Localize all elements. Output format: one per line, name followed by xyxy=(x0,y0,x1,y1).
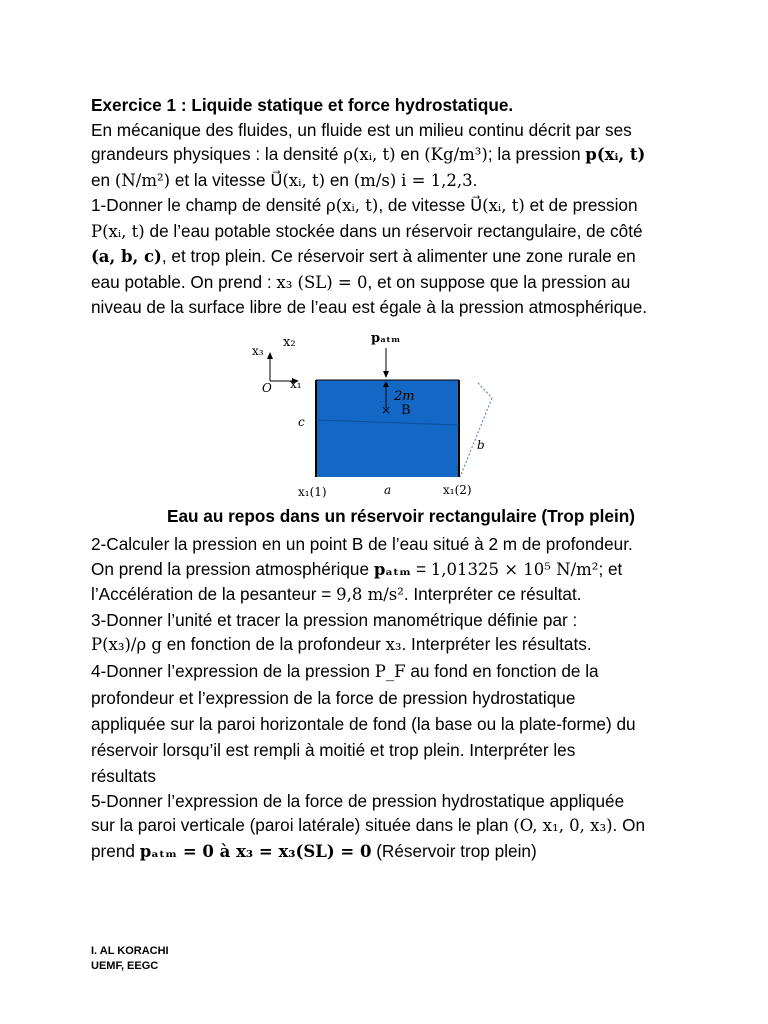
q2-line-3 xyxy=(91,582,679,608)
q4-text: 4-Donner l’expression de la pression xyxy=(91,660,375,681)
boundary-condition: pₐₜₘ = 0 à x₃ = x₃(SL) = 0 xyxy=(139,841,372,861)
patm-arrow-head xyxy=(383,371,389,378)
q1-line-1 xyxy=(91,193,679,219)
q5-text: sur la paroi verticale (paroi latérale) située dans le plan xyxy=(91,815,514,835)
q1-text: et de pression xyxy=(524,195,638,215)
axis-x1-label: x₁ xyxy=(290,377,302,391)
depth-label: 2m xyxy=(394,389,415,404)
dimension-a-label: a xyxy=(384,483,392,497)
footer xyxy=(91,944,169,974)
q4-line-2: profondeur et l’expression de la force de pression hydrostatique xyxy=(91,687,576,708)
q5-text: prend xyxy=(91,840,140,861)
intro-text: en xyxy=(395,144,425,164)
intro-text: en xyxy=(325,169,354,190)
water-body xyxy=(316,380,459,477)
density-symbol: ρ(xᵢ, t) xyxy=(343,145,396,164)
exercise-title: Exercice 1 : Liquide statique et force hydrostatique. xyxy=(91,95,514,115)
q5-line-1: 5-Donner l’expression de la force de pression hydrostatique appliquée xyxy=(91,790,625,811)
q4-text: au fond en fonction de la xyxy=(405,660,599,681)
q2-text: = xyxy=(411,558,431,579)
velocity-symbol: U⃗(xᵢ, t) xyxy=(270,170,326,190)
q2-text: l’Accélération de la pesanteur = xyxy=(91,584,337,604)
pressure-unit: (N/m²) xyxy=(114,170,171,190)
q1-line-3 xyxy=(91,244,679,270)
q5-text: . On xyxy=(612,815,646,835)
patm-value: 1,01325 × 10⁵ N/m² xyxy=(430,559,599,579)
intro-text: ; la pression xyxy=(487,144,586,164)
q4-line-5: résultats xyxy=(91,765,156,786)
pressure-symbol: P(xᵢ, t) xyxy=(91,221,145,241)
footer-affiliation: UEMF, EEGC xyxy=(91,960,159,972)
gravity-value: 9,8 m/s² xyxy=(336,585,404,604)
x2-arrow xyxy=(267,352,273,359)
q2-text: ; et xyxy=(598,558,623,579)
axis-x3-label: x₃ xyxy=(252,344,264,358)
index-range: i = 1,2,3 xyxy=(401,170,473,190)
reservoir-figure xyxy=(0,328,768,508)
q1-line-4 xyxy=(91,270,679,296)
q4-line-1 xyxy=(91,658,679,685)
intro-line-2 xyxy=(91,142,679,168)
intro-line-1: En mécanique des fluides, un fluide est un milieu continu décrit par ses xyxy=(91,119,632,140)
q3-text: . Interpréter les résultats. xyxy=(401,634,592,654)
q4-block xyxy=(91,658,679,789)
dimensions-symbol: (a, b, c) xyxy=(91,247,162,266)
point-b-label: B xyxy=(401,403,411,418)
q1-text: , de vitesse xyxy=(378,195,471,215)
point-b-marker: × xyxy=(381,403,392,417)
pressure-symbol: p(xᵢ, t) xyxy=(585,145,646,164)
q1-text: 1-Donner le champ de densité xyxy=(91,195,327,215)
velocity-unit: (m/s) xyxy=(353,170,397,190)
density-unit: (Kg/m³) xyxy=(424,145,488,164)
q3-line-1: 3-Donner l’unité et tracer la pression manométrique définie par : xyxy=(91,609,578,630)
patm-label: pₐₜₘ xyxy=(371,331,401,346)
q1-line-5: niveau de la surface libre de l’eau est égale à la pression atmosphérique. xyxy=(91,297,648,317)
intro-text: . xyxy=(472,169,478,190)
q1-text: de l’eau potable stockée dans un réservoir rectangulaire, de côté xyxy=(144,220,643,241)
q3-line-2 xyxy=(91,632,679,658)
perspective-edge xyxy=(460,398,492,477)
q2-line-2 xyxy=(91,557,679,583)
intro-text: et la vitesse xyxy=(170,169,271,190)
q2-text: On prend la pression atmosphérique xyxy=(91,558,374,579)
depth-variable: x₃ xyxy=(385,635,402,654)
axis-x2-label: x₂ xyxy=(283,335,296,350)
perspective-edge xyxy=(478,383,492,398)
plane-symbol: (O, x₁, 0, x₃) xyxy=(513,816,613,835)
q1-text: eau potable. On prend : xyxy=(91,271,277,292)
q5-text: (Réservoir trop plein) xyxy=(371,840,537,861)
intro-text: en xyxy=(91,169,115,190)
velocity-symbol: U⃗(xᵢ, t) xyxy=(470,196,525,215)
questions-block xyxy=(91,532,679,864)
dimension-b-label: b xyxy=(477,438,485,452)
intro-line-3 xyxy=(91,168,679,194)
dimension-c-label: c xyxy=(298,415,305,429)
free-surface-condition: x₃ (SL) = 0 xyxy=(276,272,368,292)
q2-line-1: 2-Calculer la pression en un point B de l’eau situé à 2 m de profondeur. xyxy=(91,534,633,554)
q3-text: en fonction de la profondeur xyxy=(161,634,386,654)
q4-line-4: réservoir lorsqu’il est rempli à moitié et trop plein. Interpréter les xyxy=(91,739,576,760)
q1-line-2 xyxy=(91,219,679,245)
x1-position-2-label: x₁(2) xyxy=(443,483,472,497)
patm-symbol: pₐₜₘ xyxy=(373,559,412,579)
exercise-block xyxy=(91,93,679,320)
footer-author: I. AL KORACHI xyxy=(91,945,169,957)
gauge-pressure-expression: P(x₃)/ρ g xyxy=(91,635,162,654)
q1-text: , et trop plein. Ce réservoir sert à alimenter une zone rurale en xyxy=(161,246,636,266)
q1-text: , et on suppose que la pression au xyxy=(367,271,631,292)
q5-line-3 xyxy=(91,839,679,865)
q2-text: . Interpréter ce résultat. xyxy=(403,584,582,604)
bottom-pressure-symbol: P_F xyxy=(374,661,406,681)
x1-position-1-label: x₁(1) xyxy=(298,485,327,499)
q4-line-3: appliquée sur la paroi horizontale de fond (la base ou la plate-forme) du xyxy=(91,713,636,734)
q5-line-2 xyxy=(91,813,679,839)
origin-label: O xyxy=(262,381,272,395)
intro-text: grandeurs physiques : la densité xyxy=(91,144,344,164)
density-symbol: ρ(xᵢ, t) xyxy=(326,196,379,215)
figure-caption: Eau au repos dans un réservoir rectangulaire (Trop plein) xyxy=(166,506,635,526)
